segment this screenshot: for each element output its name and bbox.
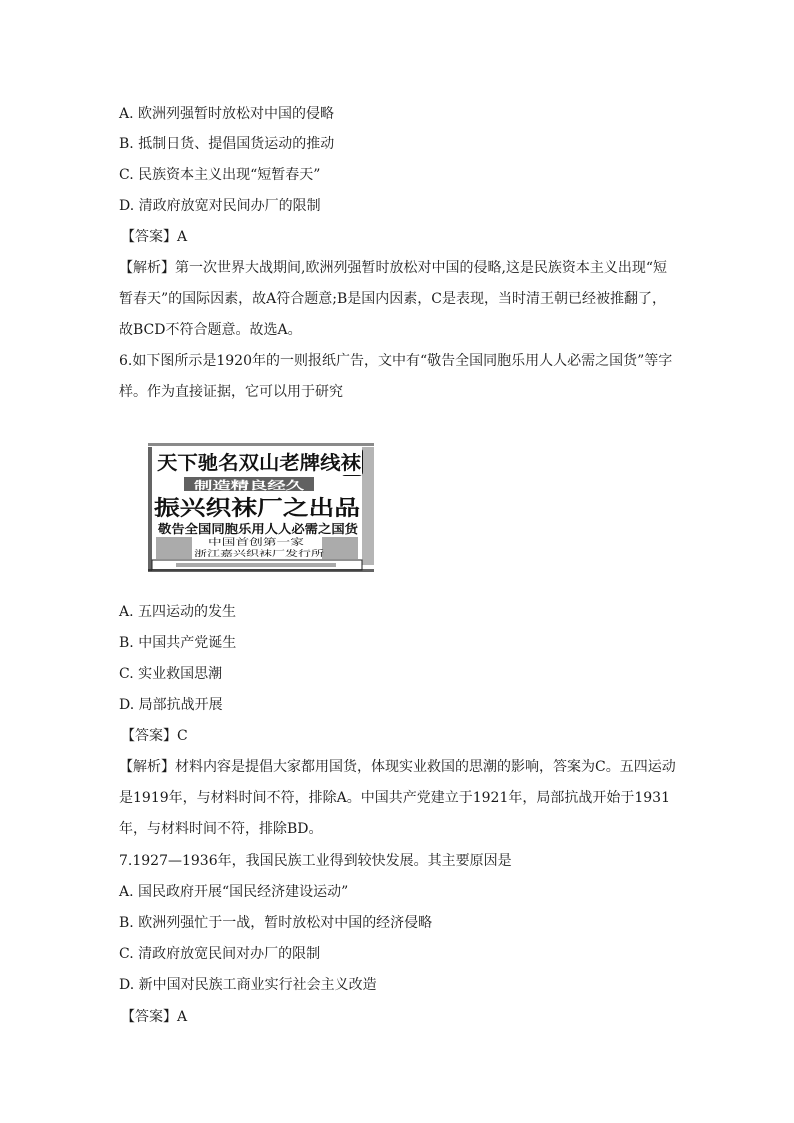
- ad-row5-text: 中国首创第一家: [208, 538, 272, 548]
- q5-option-a: A. 欧洲列强暂时放松对中国的侵略: [119, 106, 335, 122]
- q7-option-a: A. 国民政府开展“国民经济建设运动”: [119, 884, 349, 900]
- q5-answer: 【答案】A: [121, 229, 188, 245]
- q6-option-c: C. 实业救国思潮: [119, 666, 223, 682]
- q6-option-b: B. 中国共产党诞生: [119, 635, 237, 651]
- ad-row4-text: 敬告全国同胞乐用人人必需之国货: [158, 522, 339, 536]
- q7-option-d: D. 新中国对民族工商业实行社会主义改造: [119, 977, 377, 993]
- q5-analysis: 【解析】第一次世界大战期间,欧洲列强暂时放松对中国的侵略,这是民族资本主义出现“短暂春天”的国际因素，故A符合题意;B是国内因素，C是表现，当时清王朝已经被推翻了，故BCD不符合题意。故选A。: [119, 260, 668, 338]
- q7-option-c: C. 清政府放宽民间对办厂的限制: [119, 946, 321, 962]
- q6-answer: 【答案】C: [121, 728, 188, 744]
- q6-option-d: D. 局部抗战开展: [119, 697, 223, 713]
- q6-option-a: A. 五四运动的发生: [119, 604, 237, 620]
- ad-row2-text: 制造精良经久: [194, 479, 260, 492]
- q5-option-c: C. 民族资本主义出现“短暂春天”: [119, 167, 321, 183]
- q7-option-b: B. 欧洲列强忙于一战，暂时放松对中国的经济侵略: [119, 915, 433, 931]
- newspaper-ad-image: [146, 441, 376, 573]
- q5-option-b: B. 抵制日货、提倡国货运动的推动: [119, 136, 335, 152]
- q7-answer: 【答案】A: [121, 1009, 188, 1025]
- ad-row1-text: 天下驰名双山老牌线袜: [157, 452, 348, 474]
- q6-analysis: 【解析】材料内容是提倡大家都用国货，体现实业救国的思潮的影响，答案为C。五四运动是1919年，与材料时间不符，排除A。中国共产党建立于1921年，局部抗战开始于1931年，与材料时间不符，排除BD。: [119, 759, 676, 837]
- ad-row3-text: 振兴织袜厂之出品: [154, 495, 360, 520]
- q6-stem: 6.如下图所示是1920年的一则报纸广告，文中有“敬告全国同胞乐用人人必需之国货”等字样。作为直接证据，它可以用于研究: [119, 353, 673, 400]
- ad-row6-text: 浙江嘉兴织袜厂发行所: [194, 549, 274, 558]
- q5-option-d: D. 清政府放宽对民间办厂的限制: [119, 198, 321, 214]
- q7-stem: 7.1927—1936年，我国民族工业得到较快发展。其主要原因是: [119, 853, 512, 869]
